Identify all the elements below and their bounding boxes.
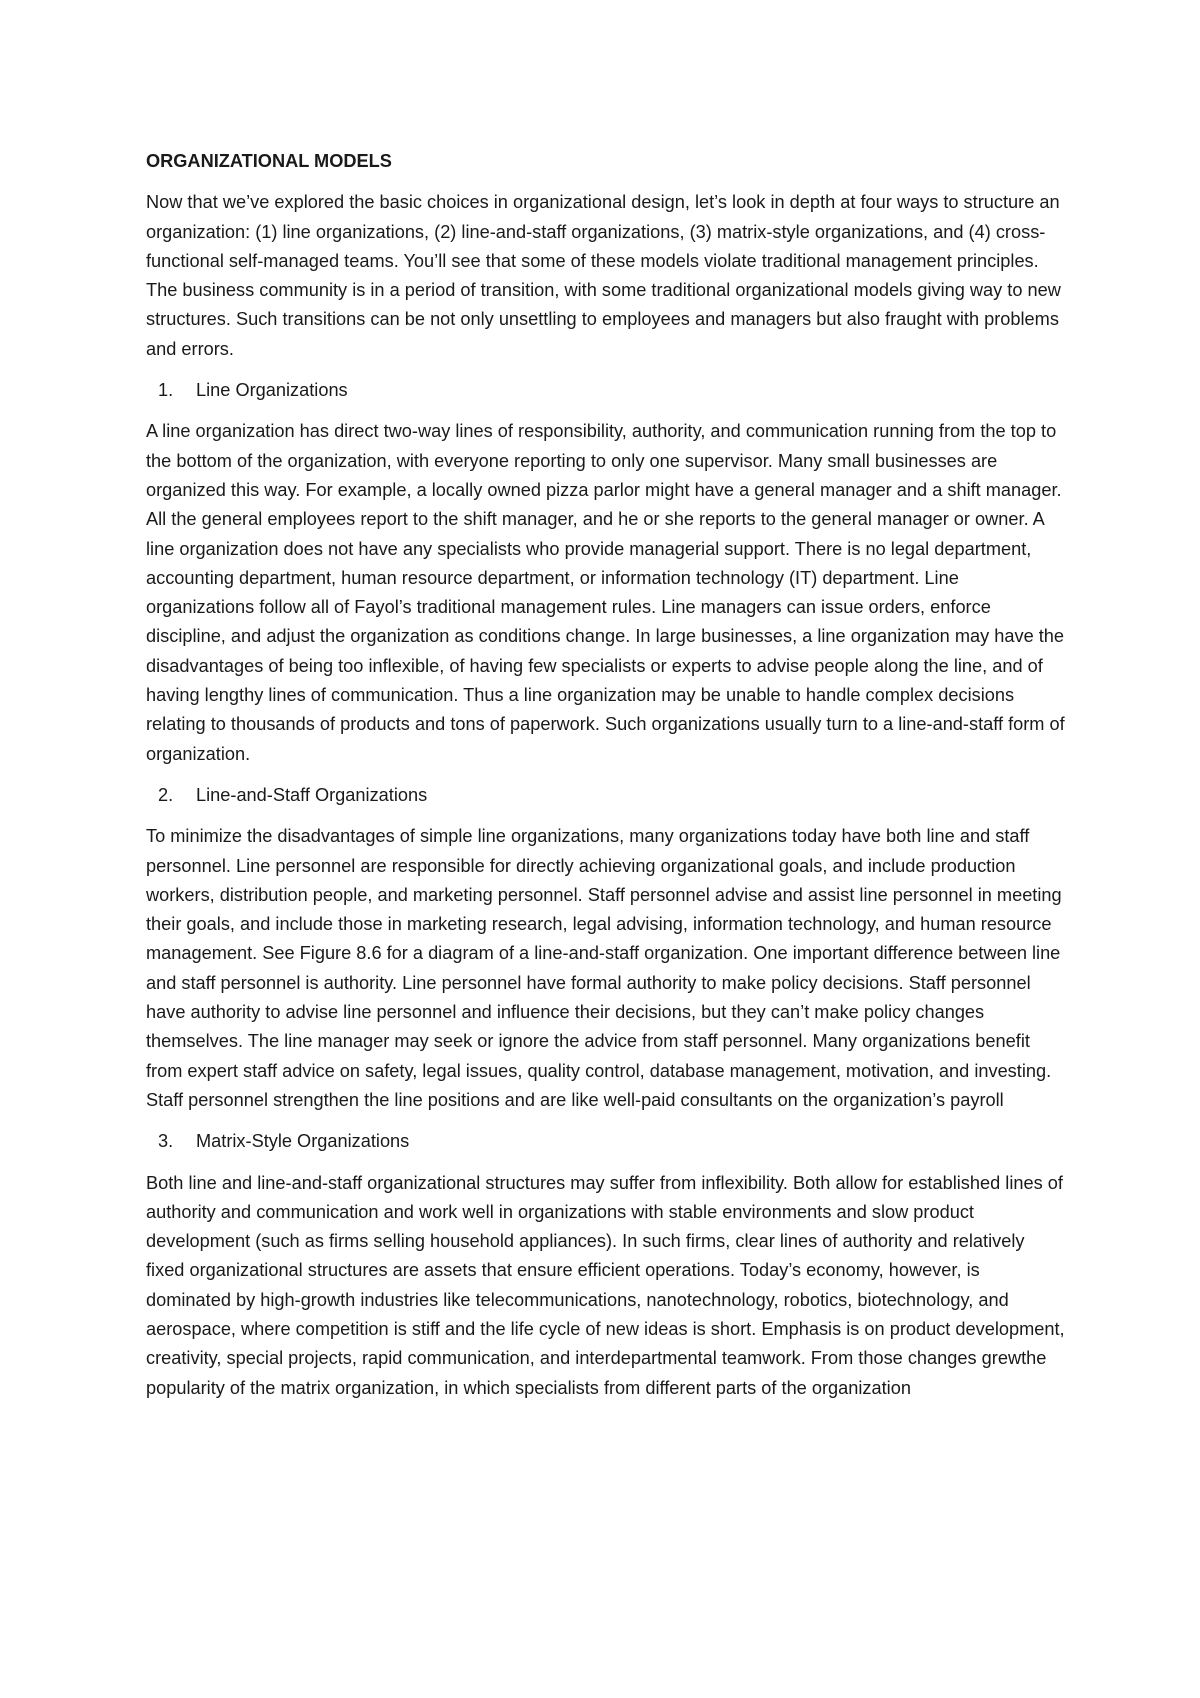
document-title: ORGANIZATIONAL MODELS bbox=[146, 151, 392, 171]
section-heading-text: Line-and-Staff Organizations bbox=[196, 784, 428, 805]
section-heading-matrix-style bbox=[146, 1127, 1066, 1156]
section-heading-line-organizations bbox=[146, 376, 1066, 405]
document-body bbox=[146, 147, 1066, 1415]
intro-paragraph: Now that we’ve explored the basic choices in organizational design, let’s look in depth at four ways to structure an organization: (1) line organizations, (2) line-and-staff organizations, (3) matrix-style organizations, and (4) cross-functional self-managed teams. You’ll see that some of these models violate traditional management principles. The business community is in a period of transition, with some traditional organizational models giving way to new structures. Such transitions can be not only unsettling to employees and managers but also fraught with problems and errors. bbox=[146, 192, 1061, 359]
section-paragraph-matrix-style: Both line and line-and-staff organizational structures may suffer from inflexibility. Both allow for established lines of authority and communication and work well in organizations with stable environments and slow product development (such as firms selling household appliances). In such firms, clear lines of authority and relatively fixed organizational structures are assets that ensure efficient operations. Today’s economy, however, is dominated by high-growth industries like telecommunications, nanotechnology, robotics, biotechnology, and aerospace, where competition is stiff and the life cycle of new ideas is short. Emphasis is on product development, creativity, special projects, rapid communication, and interdepartmental teamwork. From those changes grewthe popularity of the matrix organization, in which specialists from different parts of the organization bbox=[146, 1172, 1065, 1398]
section-heading-text: Line Organizations bbox=[196, 380, 348, 401]
section-heading-line-and-staff bbox=[146, 781, 1066, 810]
section-number: 2. bbox=[158, 784, 174, 805]
section-number: 1. bbox=[158, 380, 174, 401]
section-paragraph-line-organizations: A line organization has direct two-way lines of responsibility, authority, and communication running from the top to the bottom of the organization, with everyone reporting to only one supervisor. Many small businesses are organized this way. For example, a locally owned pizza parlor might have a general manager and a shift manager. All the general employees report to the shift manager, and he or she reports to the general manager or owner. A line organization does not have any specialists who provide managerial support. There is no legal department, accounting department, human resource department, or information technology (IT) department. Line organizations follow all of Fayol’s traditional management rules. Line managers can issue orders, enforce discipline, and adjust the organization as conditions change. In large businesses, a line organization may have the disadvantages of being too inflexible, of having few specialists or experts to advise people along the line, and of having lengthy lines of communication. Thus a line organization may be unable to handle complex decisions relating to thousands of products and tons of paperwork. Such organizations usually turn to a line-and-staff form of organization. bbox=[146, 421, 1065, 764]
section-paragraph-line-and-staff: To minimize the disadvantages of simple line organizations, many organizations today have both line and staff personnel. Line personnel are responsible for directly achieving organizational goals, and include production workers, distribution people, and marketing personnel. Staff personnel advise and assist line personnel in meeting their goals, and include those in marketing research, legal advising, information technology, and human resource management. See Figure 8.6 for a diagram of a line-and-staff organization. One important difference between line and staff personnel is authority. Line personnel have formal authority to make policy decisions. Staff personnel have authority to advise line personnel and influence their decisions, but they can’t make policy changes themselves. The line manager may seek or ignore the advice from staff personnel. Many organizations benefit from expert staff advice on safety, legal issues, quality control, database management, motivation, and investing. Staff personnel strengthen the line positions and are like well-paid consultants on the organization’s payroll bbox=[146, 826, 1062, 1110]
section-heading-text: Matrix-Style Organizations bbox=[196, 1131, 410, 1152]
section-number: 3. bbox=[158, 1131, 174, 1152]
